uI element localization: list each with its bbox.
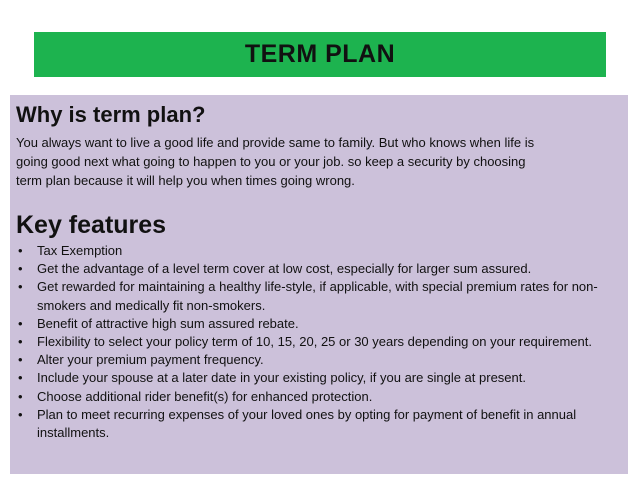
bullet-icon: •	[18, 370, 23, 386]
section-heading-why: Why is term plan?	[16, 102, 206, 127]
intro-line-3: term plan because it will help you when times going wrong.	[16, 173, 355, 188]
slide-title: TERM PLAN	[244, 40, 396, 68]
bullet-icon: •	[18, 261, 23, 277]
section-heading-features: Key features	[16, 211, 167, 239]
list-item: • Choose additional rider benefit(s) for enhanced protection.	[16, 388, 622, 406]
list-item: • Get the advantage of a level term cover at low cost, especially for larger sum assured.	[16, 260, 622, 278]
list-item: • Tax Exemption	[16, 242, 622, 260]
bullet-icon: •	[18, 243, 23, 258]
list-item: • Benefit of attractive high sum assured rebate.	[16, 315, 622, 333]
intro-line-1: You always want to live a good life and provide same to family. But who knows when life is	[16, 135, 535, 150]
content-panel	[10, 95, 628, 474]
feature-list	[16, 242, 622, 442]
bullet-icon: •	[18, 406, 23, 422]
bullet-icon: •	[18, 279, 23, 295]
list-item: • Alter your premium payment frequency.	[16, 351, 622, 369]
intro-paragraph	[16, 133, 622, 190]
list-item: • Plan to meet recurring expenses of your loved ones by opting for payment of benefit in annual installments.	[18, 406, 577, 441]
list-item: • Include your spouse at a later date in your existing policy, if you are single at present.	[16, 369, 622, 387]
list-item: • Flexibility to select your policy term of 10, 15, 20, 25 or 30 years depending on your requirement.	[16, 333, 622, 351]
bullet-icon: •	[18, 352, 23, 368]
bullet-icon: •	[18, 315, 23, 331]
intro-line-2: going good next what going to happen to you or your job. so keep a security by choosing	[16, 154, 526, 169]
bullet-icon: •	[18, 388, 23, 404]
list-item: • Get rewarded for maintaining a healthy life-style, if applicable, with special premium rates for non-smokers and medically fit non-smokers.	[18, 279, 598, 313]
bullet-icon: •	[18, 334, 23, 350]
title-banner	[34, 32, 606, 77]
